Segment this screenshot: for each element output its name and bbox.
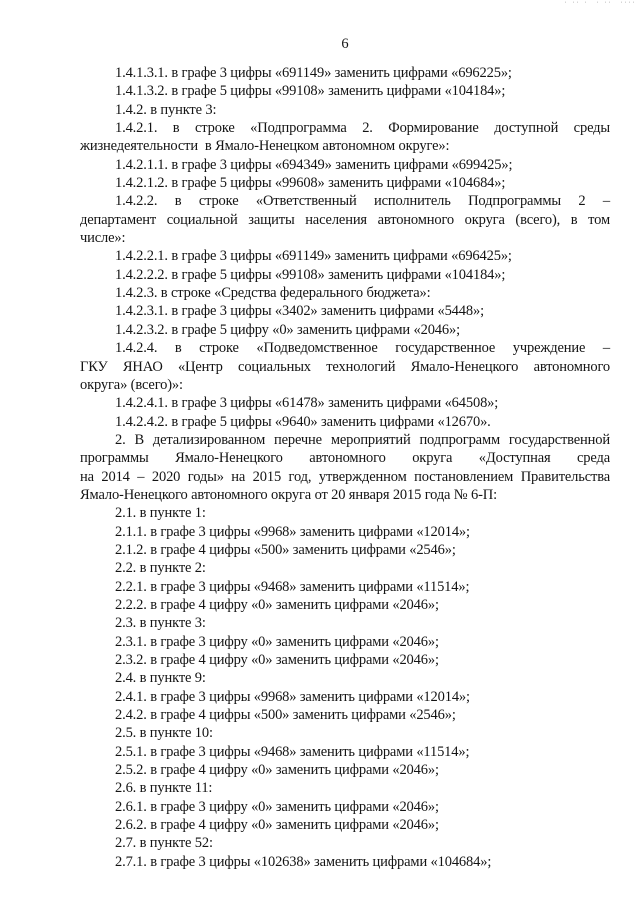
text-line: 1.4.2.1.2. в графе 5 цифры «99608» заменить цифрами «104684»; <box>115 175 506 192</box>
text-line: 2.5. в пункте 10: <box>115 725 213 742</box>
text-line: 1.4.2.2.1. в графе 3 цифры «691149» заменить цифрами «696425»; <box>115 248 512 265</box>
text-line: 2.1. в пункте 1: <box>115 505 206 522</box>
text-line: 2.1.1. в графе 3 цифры «9968» заменить цифрами «12014»; <box>115 523 470 540</box>
text-line: 2.1.2. в графе 4 цифры «500» заменить цифрами «2546»; <box>115 541 456 558</box>
text-line: 2.6.2. в графе 4 цифру «0» заменить цифрами «2046»; <box>115 817 439 834</box>
text-line: на 2014 – 2020 годы» на 2015 год, утвержденном постановлением Правительства <box>80 468 610 485</box>
text-line: 1.4.2.2. в строке «Ответственный исполнитель Подпрограммы 2 – <box>115 193 610 210</box>
text-line: 1.4.1.3.1. в графе 3 цифры «691149» заменить цифрами «696225»; <box>115 65 512 81</box>
text-line: 2.3. в пункте 3: <box>115 615 206 632</box>
text-line: 2.7. в пункте 52: <box>115 835 213 852</box>
text-line: 2.2. в пункте 2: <box>115 560 206 577</box>
text-line: Ямало-Ненецкого автономного округа от 20 января 2015 года № 6-П: <box>80 486 497 503</box>
text-line: числе»: <box>80 230 126 247</box>
text-line: жизнедеятельности в Ямало-Ненецком автономном округе»: <box>80 138 450 155</box>
text-line: 1.4.2.4.1. в графе 3 цифры «61478» заменить цифрами «64508»; <box>115 395 499 412</box>
text-line: 1.4.2.3. в строке «Средства федерального бюджета»: <box>115 285 431 302</box>
scan-artifact: · ·· · · ·· ···· <box>563 0 636 6</box>
text-line: 2.2.2. в графе 4 цифру «0» заменить цифрами «2046»; <box>115 596 439 613</box>
text-line: 2.6. в пункте 11: <box>115 780 213 797</box>
text-line: 1.4.2.1. в строке «Подпрограмма 2. Формирование доступной среды <box>115 120 610 137</box>
text-line: 1.4.2.2.2. в графе 5 цифры «99108» заменить цифрами «104184»; <box>115 266 506 283</box>
text-line: департамент социальной защиты населения автономного округа (всего), в том <box>80 211 610 228</box>
text-line: 2. В детализированном перечне мероприятий подпрограмм государственной <box>115 431 610 448</box>
text-line: 1.4.2.3.1. в графе 3 цифры «3402» заменить цифрами «5448»; <box>115 303 484 320</box>
text-line: 1.4.1.3.2. в графе 5 цифры «99108» заменить цифрами «104184»; <box>115 83 506 100</box>
text-line: 1.4.2.4. в строке «Подведомственное государственное учреждение – <box>115 340 610 357</box>
text-line: 2.3.1. в графе 3 цифру «0» заменить цифрами «2046»; <box>115 633 439 650</box>
text-line: 1.4.2.4.2. в графе 5 цифры «9640» заменить цифрами «12670». <box>115 413 491 430</box>
page-number: 6 <box>341 36 349 52</box>
text-line: 1.4.2. в пункте 3: <box>115 101 217 118</box>
text-line: 2.7.1. в графе 3 цифры «102638» заменить цифрами «104684»; <box>115 853 492 870</box>
text-line: 2.4.1. в графе 3 цифры «9968» заменить цифрами «12014»; <box>115 688 470 705</box>
text-line: 1.4.2.3.2. в графе 5 цифру «0» заменить цифрами «2046»; <box>115 321 460 338</box>
text-line: 1.4.2.1.1. в графе 3 цифры «694349» заменить цифрами «699425»; <box>115 156 513 173</box>
text-line: 2.5.2. в графе 4 цифру «0» заменить цифрами «2046»; <box>115 762 439 779</box>
text-line: ГКУ ЯНАО «Центр социальных технологий Ямало-Ненецкого автономного <box>80 358 610 375</box>
text-line: 2.6.1. в графе 3 цифру «0» заменить цифрами «2046»; <box>115 798 439 815</box>
text-line: 2.5.1. в графе 3 цифры «9468» заменить цифрами «11514»; <box>115 743 470 760</box>
text-line: 2.4. в пункте 9: <box>115 670 206 687</box>
text-line: 2.2.1. в графе 3 цифры «9468» заменить цифрами «11514»; <box>115 578 470 595</box>
text-line: округа» (всего)»: <box>80 376 183 393</box>
text-line: программы Ямало-Ненецкого автономного округа «Доступная среда <box>80 450 610 467</box>
text-line: 2.4.2. в графе 4 цифры «500» заменить цифрами «2546»; <box>115 707 456 724</box>
text-line: 2.3.2. в графе 4 цифру «0» заменить цифрами «2046»; <box>115 652 439 668</box>
document-body <box>80 64 610 871</box>
